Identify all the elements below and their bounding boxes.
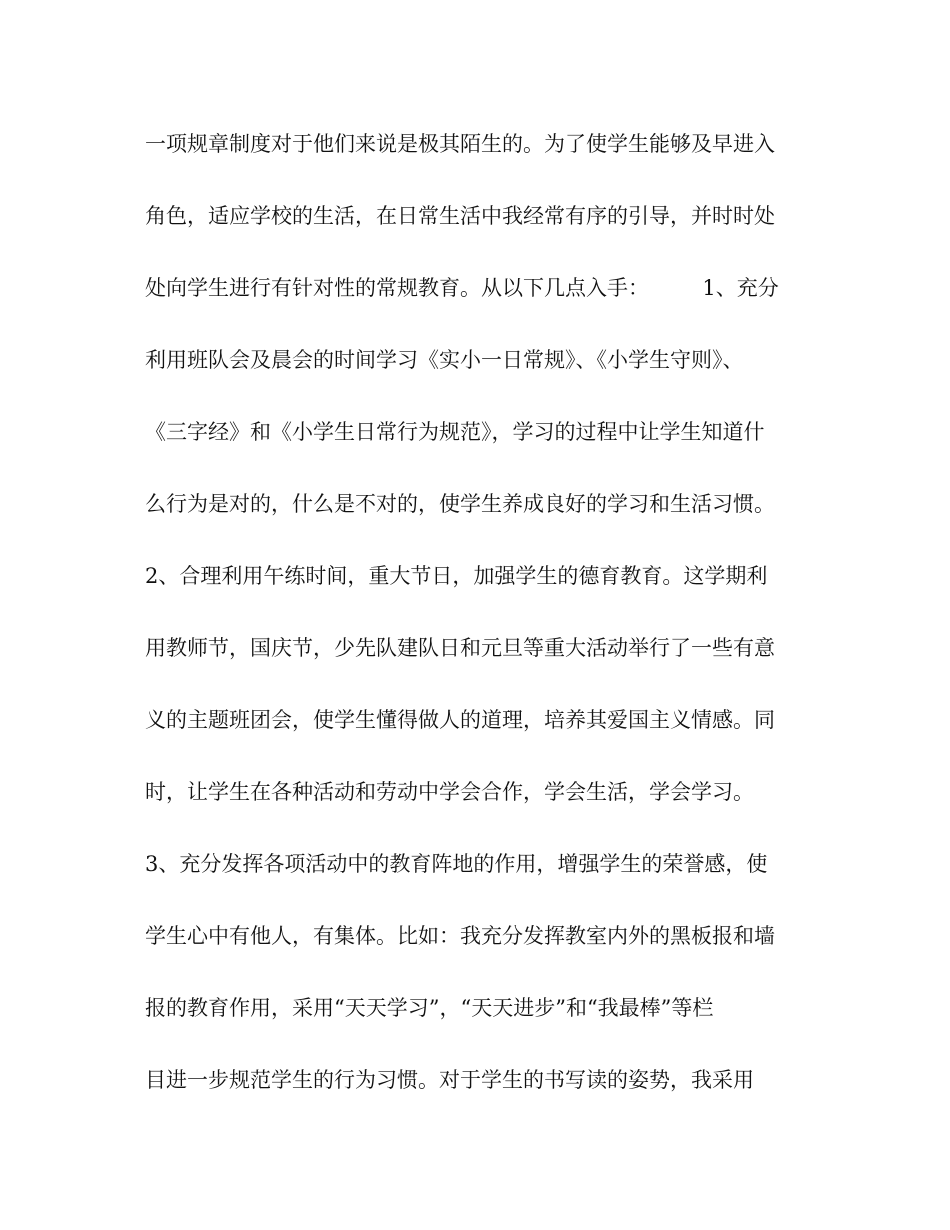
text-line: 一项规章制度对于他们来说是极其陌生的。为了使学生能够及早进入 [145,132,775,156]
text-line: 时，让学生在各种活动和劳动中学会合作，学会生活，学会学习。 [145,780,754,804]
text-line: 3、充分发挥各项活动中的教育阵地的作用，增强学生的荣誉感，使 [145,852,768,876]
text-line: 用教师节，国庆节，少先队建队日和元旦等重大活动举行了一些有意 [145,636,775,660]
text-line: 《三字经》和《小学生日常行为规范》，学习的过程中让学生知道什 [145,420,765,444]
text-line: 目进一步规范学生的行为习惯。对于学生的书写读的姿势，我采用 [145,1068,754,1092]
text-line: 角色，适应学校的生活，在日常生活中我经常有序的引导，并时时处 [145,204,775,228]
text-line: 2、合理利用午练时间，重大节日，加强学生的德育教育。这学期利 [145,564,768,588]
document-body [145,124,810,1132]
text-line: 么行为是对的，什么是不对的，使学生养成良好的学习和生活习惯。 [145,492,775,516]
text-line: 学生心中有他人，有集体。比如：我充分发挥教室内外的黑板报和墙 [145,924,775,948]
text-line: 处向学生进行有针对性的常规教育。从以下几点入手： 1、充分 [145,276,779,300]
text-line: 利用班队会及晨会的时间学习《实小一日常规》、《小学生守则》、 [145,348,744,372]
text-line: 报的教育作用，采用“天天学习”，“天天进步”和“我最棒”等栏 [145,996,714,1020]
text-line: 义的主题班团会，使学生懂得做人的道理，培养其爱国主义情感。同 [145,708,775,732]
